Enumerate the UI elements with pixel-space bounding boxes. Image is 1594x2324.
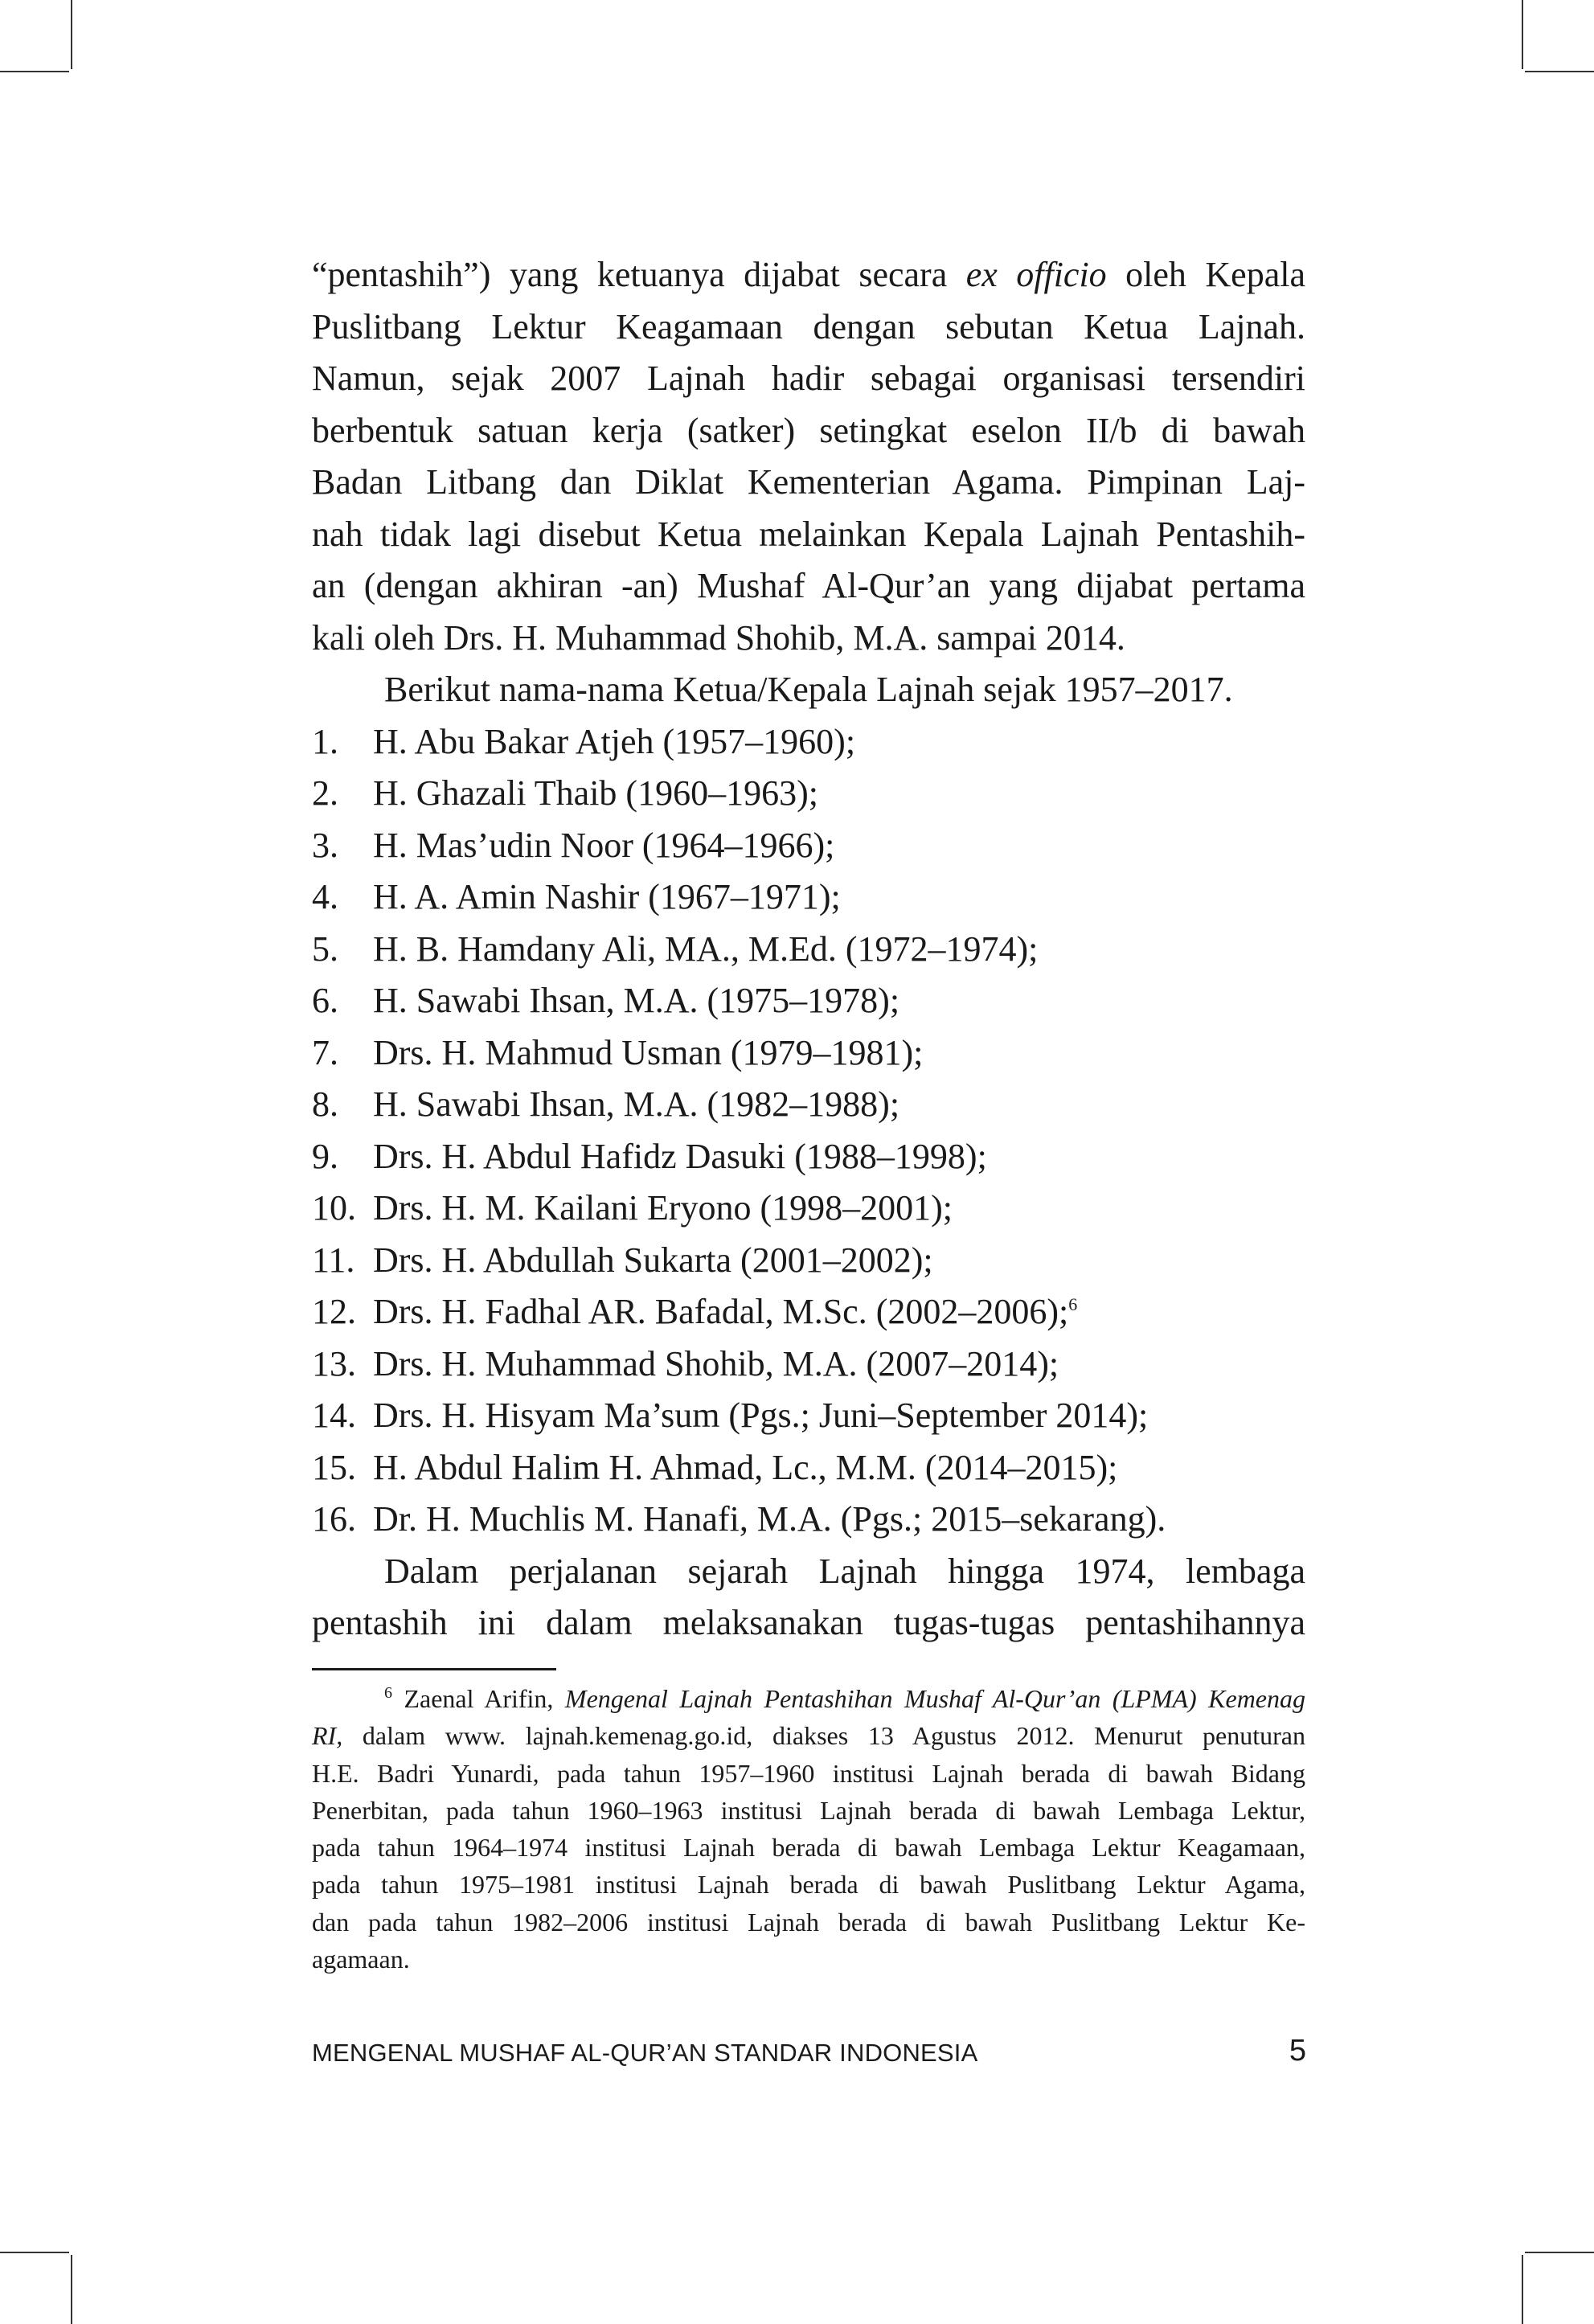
crop-mark-top-left-h	[0, 71, 69, 72]
paragraph-line: pentashih ini dalam melaksanakan tugas-tugas pentashihannya	[312, 1603, 1305, 1642]
list-item: 10. Drs. H. M. Kailani Eryono (1998–2001);	[312, 1188, 953, 1228]
footnote-line: $^6$ Zaenal Arifin, Mengenal Lajnah Pentashihan Mushaf Al-Qur’an (LPMA) Kemenag	[384, 1684, 1306, 1713]
list-item: 5. H. B. Hamdany Ali, MA., M.Ed. (1972–1974);	[312, 928, 1039, 969]
paragraph-line: an (dengan akhiran -an) Mushaf Al-Qur’an yang dijabat pertama	[312, 566, 1305, 605]
list-item: 16. Dr. H. Muchlis M. Hanafi, M.A. (Pgs.; 2015–sekarang).	[312, 1499, 1166, 1539]
footnote-divider	[312, 1668, 556, 1670]
paragraph-2	[312, 1546, 1305, 1650]
list-item: 3. H. Mas’udin Noor (1964–1966);	[312, 825, 835, 865]
footnote-line: dan pada tahun 1982–2006 institusi Lajnah berada di bawah Puslitbang Lektur Ke-	[312, 1907, 1305, 1937]
list-item: 7. Drs. H. Mahmud Usman (1979–1981);	[312, 1032, 924, 1072]
paragraph-line: Puslitbang Lektur Keagamaan dengan sebutan Ketua Lajnah.	[312, 306, 1305, 346]
list-item: 12. Drs. H. Fadhal AR. Bafadal, M.Sc. (2002–2006);$^6$	[312, 1292, 1078, 1331]
crop-mark-top-right-h	[1525, 71, 1594, 72]
crop-mark-top-right	[1522, 0, 1523, 69]
footnote-line: RI, dalam www. lajnah.kemenag.go.id, diakses 13 Agustus 2012. Menurut penuturan	[312, 1721, 1305, 1751]
footnote-number: 6	[384, 1684, 392, 1702]
list-item: 2. H. Ghazali Thaib (1960–1963);	[312, 773, 818, 813]
list-item: 9. Drs. H. Abdul Hafidz Dasuki (1988–1998);	[312, 1136, 987, 1176]
list-item: 11. Drs. H. Abdullah Sukarta (2001–2002);	[312, 1240, 933, 1280]
footnote-line: pada tahun 1975–1981 institusi Lajnah berada di bawah Puslitbang Lektur Agama,	[312, 1870, 1305, 1900]
list-item: 14. Drs. H. Hisyam Ma’sum (Pgs.; Juni–September 2014);	[312, 1396, 1149, 1435]
footnote	[312, 1680, 1305, 1978]
list-item: 15. H. Abdul Halim H. Ahmad, Lc., M.M. (2014–2015);	[312, 1447, 1118, 1487]
paragraph-line: “pentashih”) yang ketuanya dijabat secara ex officio oleh Kepala	[312, 255, 1305, 294]
footnote-line: Penerbitan, pada tahun 1960–1963 institusi Lajnah berada di bawah Lembaga Lektur,	[312, 1795, 1305, 1825]
heads-list	[312, 716, 1305, 1546]
crop-mark-bottom-right-h	[1525, 2252, 1594, 2253]
list-item: 13. Drs. H. Muhammad Shohib, M.A. (2007–2014);	[312, 1343, 1059, 1383]
paragraph-line: kali oleh Drs. H. Muhammad Shohib, M.A. sampai 2014.	[312, 617, 1125, 658]
footnote-line: H.E. Badri Yunardi, pada tahun 1957–1960 institusi Lajnah berada di bawah Bidang	[312, 1758, 1305, 1788]
crop-mark-top-left	[71, 0, 72, 69]
list-item: 6. H. Sawabi Ihsan, M.A. (1975–1978);	[312, 981, 900, 1020]
paragraph-line: Dalam perjalanan sejarah Lajnah hingga 1974, lembaga	[384, 1551, 1305, 1591]
page-number: 5	[1289, 2034, 1306, 2068]
crop-mark-bottom-left-h	[0, 2252, 69, 2253]
list-intro: Berikut nama-nama Ketua/Kepala Lajnah sejak 1957–2017.	[384, 670, 1233, 709]
footnote-line: pada tahun 1964–1974 institusi Lajnah berada di bawah Lembaga Lektur Keagamaan,	[312, 1833, 1305, 1863]
footnote-reference[interactable]: 6	[1068, 1294, 1078, 1314]
crop-mark-bottom-left	[71, 2255, 72, 2324]
list-item: 8. H. Sawabi Ihsan, M.A. (1982–1988);	[312, 1084, 900, 1124]
paragraph-line: berbentuk satuan kerja (satker) setingkat eselon II/b di bawah	[312, 410, 1305, 450]
list-item: 4. H. A. Amin Nashir (1967–1971);	[312, 877, 841, 916]
main-text	[312, 249, 1305, 1650]
paragraph-1	[312, 249, 1305, 664]
paragraph-line: Namun, sejak 2007 Lajnah hadir sebagai organisasi tersendiri	[312, 359, 1305, 398]
crop-mark-bottom-right	[1522, 2255, 1523, 2324]
running-footer-title: MENGENAL MUSHAF AL-QUR’AN STANDAR INDONESIA	[312, 2039, 978, 2067]
paragraph-line: Badan Litbang dan Diklat Kementerian Agama. Pimpinan Laj-	[312, 462, 1305, 502]
footnote-line: agamaan.	[312, 1945, 410, 1974]
paragraph-line: nah tidak lagi disebut Ketua melainkan Kepala Lajnah Pentashih-	[312, 514, 1305, 554]
list-item: 1. H. Abu Bakar Atjeh (1957–1960);	[312, 721, 856, 761]
